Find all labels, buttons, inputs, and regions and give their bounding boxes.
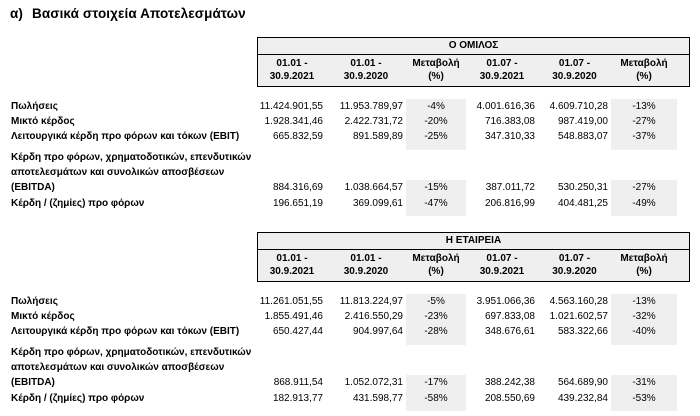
value-cell: 1.038.664,57 bbox=[344, 182, 403, 193]
row-label: (EBITDA) bbox=[11, 377, 55, 388]
value-cell: 387.011,72 bbox=[485, 182, 535, 193]
change-cell: -40% bbox=[611, 324, 677, 345]
value-cell: 1.928.341,46 bbox=[264, 116, 323, 127]
value-cell: 431.598,77 bbox=[352, 393, 403, 404]
header-line: 01.07 - bbox=[486, 58, 518, 69]
change-cell: -5% bbox=[406, 294, 466, 309]
change-cell: -15% bbox=[406, 180, 466, 196]
column-header-row bbox=[258, 55, 689, 86]
group-table-body bbox=[11, 99, 690, 216]
value-cell: 548.883,07 bbox=[557, 131, 608, 142]
table-row-profit-before-tax bbox=[11, 391, 690, 411]
header-line: Μεταβολή bbox=[620, 58, 668, 69]
header-line: 01.07 - bbox=[486, 253, 518, 264]
value-cell: 1.052.072,31 bbox=[344, 377, 403, 388]
header-line: 30.9.2020 bbox=[552, 266, 597, 277]
value-cell: 1.855.491,46 bbox=[264, 311, 323, 322]
value-cell: 404.481,25 bbox=[557, 198, 608, 209]
group-table-header bbox=[257, 37, 690, 87]
value-cell: 884.316,69 bbox=[272, 182, 323, 193]
column-header-row bbox=[258, 250, 689, 281]
value-cell: 196.651,19 bbox=[272, 198, 323, 209]
column-header-change1 bbox=[406, 57, 466, 83]
column-header-change2 bbox=[611, 252, 677, 278]
change-cell: -13% bbox=[611, 99, 677, 114]
header-line: 30.9.2021 bbox=[479, 71, 525, 82]
change-cell: -13% bbox=[611, 294, 677, 309]
column-header-period1 bbox=[258, 57, 326, 83]
value-cell: 4.001.616,36 bbox=[476, 101, 535, 112]
row-label: Μικτό κέρδος bbox=[11, 116, 75, 127]
row-label: Λειτουργικά κέρδη προ φόρων και τόκων (EBIT) bbox=[11, 131, 240, 142]
value-cell: 716.383,08 bbox=[484, 116, 535, 127]
table-row-ebitda bbox=[11, 180, 690, 196]
value-cell: 208.550,69 bbox=[484, 393, 535, 404]
change-cell bbox=[406, 150, 466, 180]
value-cell: 564.689,90 bbox=[557, 377, 608, 388]
company-table-body bbox=[11, 294, 690, 411]
header-line: (%) bbox=[428, 71, 444, 82]
value-cell: 4.563.160,28 bbox=[549, 296, 608, 307]
change-cell: -20% bbox=[406, 114, 466, 129]
table-row-gross-profit bbox=[11, 114, 690, 129]
table-row-ebit bbox=[11, 129, 690, 150]
column-header-change1 bbox=[406, 252, 466, 278]
value-cell: 868.911,54 bbox=[273, 377, 323, 388]
header-line: 01.01 - bbox=[350, 253, 382, 264]
table-row-sales bbox=[11, 294, 690, 309]
table-row-profit-before-tax bbox=[11, 196, 690, 216]
value-cell bbox=[326, 345, 406, 375]
row-label: Κέρδη προ φόρων, χρηματοδοτικών, επενδυτικών αποτελεσμάτων και συνολικών αποσβέσεων bbox=[11, 152, 252, 178]
change-cell bbox=[611, 345, 677, 375]
value-cell bbox=[466, 345, 538, 375]
column-header-period4 bbox=[538, 252, 611, 278]
row-label: (EBITDA) bbox=[11, 182, 55, 193]
value-cell bbox=[538, 150, 611, 180]
value-cell: 891.589,89 bbox=[352, 131, 403, 142]
table-row-ebitda bbox=[11, 375, 690, 391]
row-label: Κέρδη / (ζημίες) προ φόρων bbox=[11, 198, 145, 209]
page-title bbox=[10, 6, 690, 21]
row-label: Κέρδη προ φόρων, χρηματοδοτικών, επενδυτικών αποτελεσμάτων και συνολικών αποσβέσεων bbox=[11, 347, 252, 373]
change-cell: -25% bbox=[406, 129, 466, 150]
header-line: 30.9.2020 bbox=[343, 71, 389, 82]
value-cell: 665.832,59 bbox=[272, 131, 323, 142]
row-label: Πωλήσεις bbox=[11, 101, 58, 112]
company-table-title: Η ΕΤΑΙΡΕΙΑ bbox=[258, 233, 689, 250]
value-cell: 583.322,66 bbox=[557, 326, 608, 337]
value-cell: 182.913,77 bbox=[272, 393, 323, 404]
change-cell: -17% bbox=[406, 375, 466, 391]
table-row-gross-profit bbox=[11, 309, 690, 324]
header-line: 01.01 - bbox=[276, 58, 308, 69]
company-table-header bbox=[257, 232, 690, 282]
column-header-period2 bbox=[326, 252, 406, 278]
column-header-change2 bbox=[611, 57, 677, 83]
change-cell: -49% bbox=[611, 196, 677, 216]
table-row-ebitda-label bbox=[11, 345, 690, 375]
table-row-sales bbox=[11, 99, 690, 114]
value-cell: 904.997,64 bbox=[352, 326, 403, 337]
header-line: 01.01 - bbox=[276, 253, 308, 264]
change-cell: -47% bbox=[406, 196, 466, 216]
change-cell: -58% bbox=[406, 391, 466, 411]
row-label: Λειτουργικά κέρδη προ φόρων και τόκων (EBIT) bbox=[11, 326, 240, 337]
column-header-period2 bbox=[326, 57, 406, 83]
value-cell: 347.310,33 bbox=[484, 131, 535, 142]
row-label: Πωλήσεις bbox=[11, 296, 58, 307]
change-cell: -4% bbox=[406, 99, 466, 114]
value-cell: 530.250,31 bbox=[557, 182, 608, 193]
spacer-cell bbox=[677, 252, 689, 278]
change-cell bbox=[406, 345, 466, 375]
change-cell: -23% bbox=[406, 309, 466, 324]
value-cell: 369.099,61 bbox=[352, 198, 403, 209]
column-header-period3 bbox=[466, 57, 538, 83]
header-line: 30.9.2021 bbox=[269, 266, 315, 277]
change-cell: -27% bbox=[611, 114, 677, 129]
header-line: (%) bbox=[636, 71, 652, 82]
value-cell: 11.261.051,55 bbox=[259, 296, 323, 307]
column-header-period1 bbox=[258, 252, 326, 278]
value-cell bbox=[326, 150, 406, 180]
row-label: Μικτό κέρδος bbox=[11, 311, 75, 322]
value-cell: 439.232,84 bbox=[557, 393, 608, 404]
title-text: Βασικά στοιχεία Αποτελεσμάτων bbox=[32, 6, 246, 21]
company-results-table bbox=[10, 232, 690, 411]
header-line: (%) bbox=[428, 266, 444, 277]
table-row-ebit bbox=[11, 324, 690, 345]
header-line: Μεταβολή bbox=[412, 253, 460, 264]
header-line: Μεταβολή bbox=[620, 253, 668, 264]
header-line: 01.01 - bbox=[350, 58, 382, 69]
value-cell bbox=[258, 345, 326, 375]
header-line: 01.07 - bbox=[558, 253, 591, 264]
header-line: 30.9.2020 bbox=[552, 71, 597, 82]
value-cell: 206.816,99 bbox=[484, 198, 535, 209]
table-row-ebitda-label bbox=[11, 150, 690, 180]
value-cell: 987.419,00 bbox=[557, 116, 608, 127]
value-cell bbox=[538, 345, 611, 375]
group-results-table bbox=[10, 37, 690, 216]
value-cell: 3.951.066,36 bbox=[476, 296, 535, 307]
header-line: (%) bbox=[636, 266, 652, 277]
value-cell: 388.242,38 bbox=[484, 377, 535, 388]
row-label: Κέρδη / (ζημίες) προ φόρων bbox=[11, 393, 145, 404]
header-line: 01.07 - bbox=[558, 58, 591, 69]
change-cell: -27% bbox=[611, 180, 677, 196]
value-cell: 697.833,08 bbox=[484, 311, 535, 322]
value-cell: 1.021.602,57 bbox=[549, 311, 608, 322]
header-line: 30.9.2021 bbox=[479, 266, 525, 277]
change-cell: -37% bbox=[611, 129, 677, 150]
column-header-period4 bbox=[538, 57, 611, 83]
header-line: 30.9.2021 bbox=[269, 71, 315, 82]
value-cell: 11.424.901,55 bbox=[259, 101, 323, 112]
value-cell: 11.953.789,97 bbox=[339, 101, 403, 112]
value-cell: 2.416.550,29 bbox=[344, 311, 403, 322]
value-cell: 348.676,61 bbox=[484, 326, 535, 337]
change-cell: -31% bbox=[611, 375, 677, 391]
value-cell: 4.609.710,28 bbox=[549, 101, 608, 112]
value-cell: 650.427,44 bbox=[272, 326, 323, 337]
change-cell: -28% bbox=[406, 324, 466, 345]
change-cell: -53% bbox=[611, 391, 677, 411]
column-header-period3 bbox=[466, 252, 538, 278]
header-line: 30.9.2020 bbox=[343, 266, 389, 277]
change-cell bbox=[611, 150, 677, 180]
spacer-cell bbox=[677, 57, 689, 83]
title-prefix: α) bbox=[10, 6, 23, 21]
value-cell bbox=[466, 150, 538, 180]
header-line: Μεταβολή bbox=[412, 58, 460, 69]
value-cell: 11.813.224,97 bbox=[339, 296, 403, 307]
group-table-title: Ο ΟΜΙΛΟΣ bbox=[258, 38, 689, 55]
change-cell: -32% bbox=[611, 309, 677, 324]
value-cell bbox=[258, 150, 326, 180]
value-cell: 2.422.731,72 bbox=[344, 116, 403, 127]
